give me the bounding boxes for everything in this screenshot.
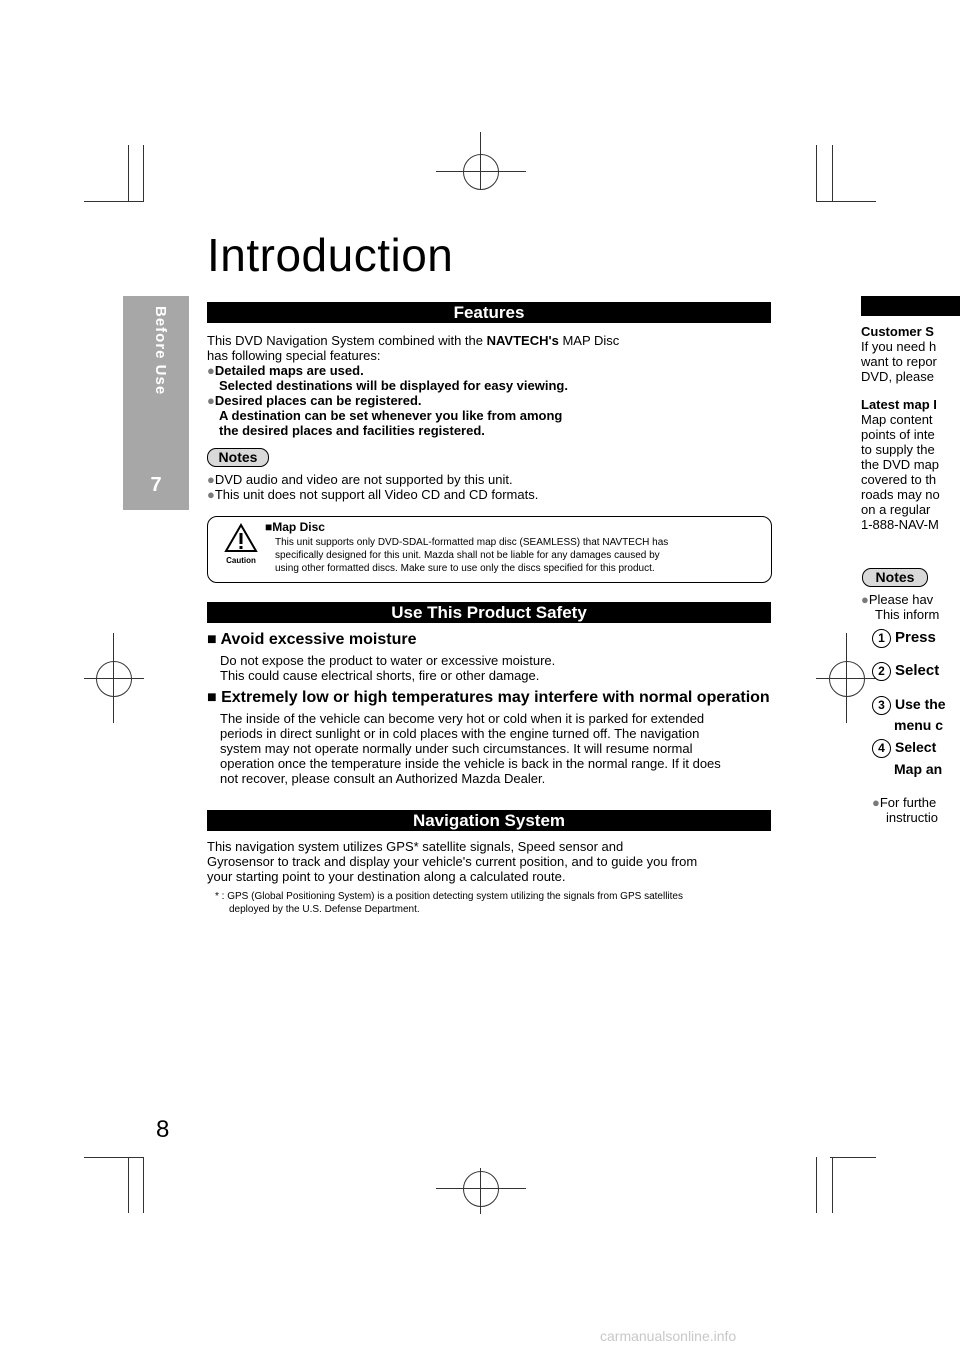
crop-mark-top-right-v2 xyxy=(832,145,833,201)
crop-mark-top-right-h xyxy=(816,201,876,202)
navigation-footnote: * : GPS (Global Positioning System) is a position detecting system utilizing the signals from GPS satellites deployed by the U.S. Defense Department. xyxy=(215,891,683,915)
side-tab-number: 7 xyxy=(150,474,162,496)
section-side-tab xyxy=(123,296,189,510)
step-1: 1 Press xyxy=(872,629,960,648)
page-number: 8 xyxy=(156,1116,170,1143)
safety-moisture-text: Do not expose the product to water or excessive moisture. This could cause electrical shorts, fire or other damage. xyxy=(220,653,556,683)
caution-text: This unit supports only DVD-SDAL-formatted map disc (SEAMLESS) that NAVTECH has specifically designed for this unit. Mazda shall not be liable for any damages caused by using other formatted discs. Make sure to use only the discs specified for this product. xyxy=(275,537,669,574)
right-notes-label: Notes xyxy=(862,568,928,587)
step-4: 4 Select Map an xyxy=(872,736,960,780)
features-heading: Features xyxy=(207,302,771,323)
step-3: 3 Use the menu c xyxy=(872,694,960,735)
notes-list: ●DVD audio and video are not supported by this unit. ●This unit does not support all Video CD and CD formats. xyxy=(207,472,539,502)
customer-service-section: Customer S If you need h want to repor DVD, please xyxy=(861,324,937,384)
caution-title: ■Map Disc xyxy=(265,520,325,534)
notes-label: Notes xyxy=(207,448,269,467)
bullet-icon: ● xyxy=(207,472,215,487)
page-title: Introduction xyxy=(207,229,454,281)
safety-temperature-text: The inside of the vehicle can become very hot or cold when it is parked for extended periods in direct sunlight or in cold places with the engine turned off. The navigation system may not operate normally under such circumstances. It will resume normal operation once the temperature inside the vehicle is back in the normal range. If it does not recover, please consult an Authorized Mazda Dealer. xyxy=(220,711,721,786)
bullet-icon: ● xyxy=(207,363,215,378)
crop-mark-top-left-h xyxy=(84,201,144,202)
features-intro: This DVD Navigation System combined with the NAVTECH's MAP Disc has following special features: ●Detailed maps are used. Selected destinations will be displayed for easy viewing. ●Desired places can be registered. A destination can be set whenever you like from among the desired places and facilities registered. xyxy=(207,333,620,438)
navigation-heading: Navigation System xyxy=(207,810,771,831)
step-2: 2 Select xyxy=(872,662,960,681)
crop-mark-bottom-right-v2 xyxy=(832,1157,833,1213)
safety-moisture-heading: ■ Avoid excessive moisture xyxy=(207,631,417,648)
crop-mark-top-left-v xyxy=(128,145,129,201)
crop-mark-bottom-left-h xyxy=(84,1157,144,1158)
bullet-icon: ● xyxy=(207,487,215,502)
caution-icon: Caution xyxy=(224,523,258,563)
crop-mark-bottom-right-v xyxy=(816,1157,817,1213)
right-notes-text: ●Please hav This inform xyxy=(861,592,940,622)
safety-heading: Use This Product Safety xyxy=(207,602,771,623)
crop-mark-top-left-v2 xyxy=(143,145,144,201)
safety-temperature-heading: ■ Extremely low or high temperatures may interfere with normal operation xyxy=(207,689,770,706)
caution-box xyxy=(207,516,772,583)
latest-map-section: Latest map I Map content points of inte to supply the the DVD map covered to th roads may no on a regular 1-888-NAV-M xyxy=(861,397,940,532)
side-tab-label: Before Use xyxy=(152,306,169,396)
navigation-text: This navigation system utilizes GPS* satellite signals, Speed sensor and Gyrosensor to track and display your vehicle's current position, and to guide you from your starting point to your destination along a calculated route. xyxy=(207,839,698,884)
crop-mark-bottom-right-h xyxy=(830,1157,876,1158)
crop-mark-bottom-left-v2 xyxy=(143,1157,144,1213)
crop-mark-top-right-v xyxy=(816,145,817,201)
bullet-icon: ● xyxy=(207,393,215,408)
right-further-note: ●For furthe instructio xyxy=(872,795,939,825)
crop-mark-bottom-left-v xyxy=(128,1157,129,1213)
watermark: carmanualsonline.info xyxy=(600,1328,737,1344)
right-column-heading-bar xyxy=(861,296,960,316)
